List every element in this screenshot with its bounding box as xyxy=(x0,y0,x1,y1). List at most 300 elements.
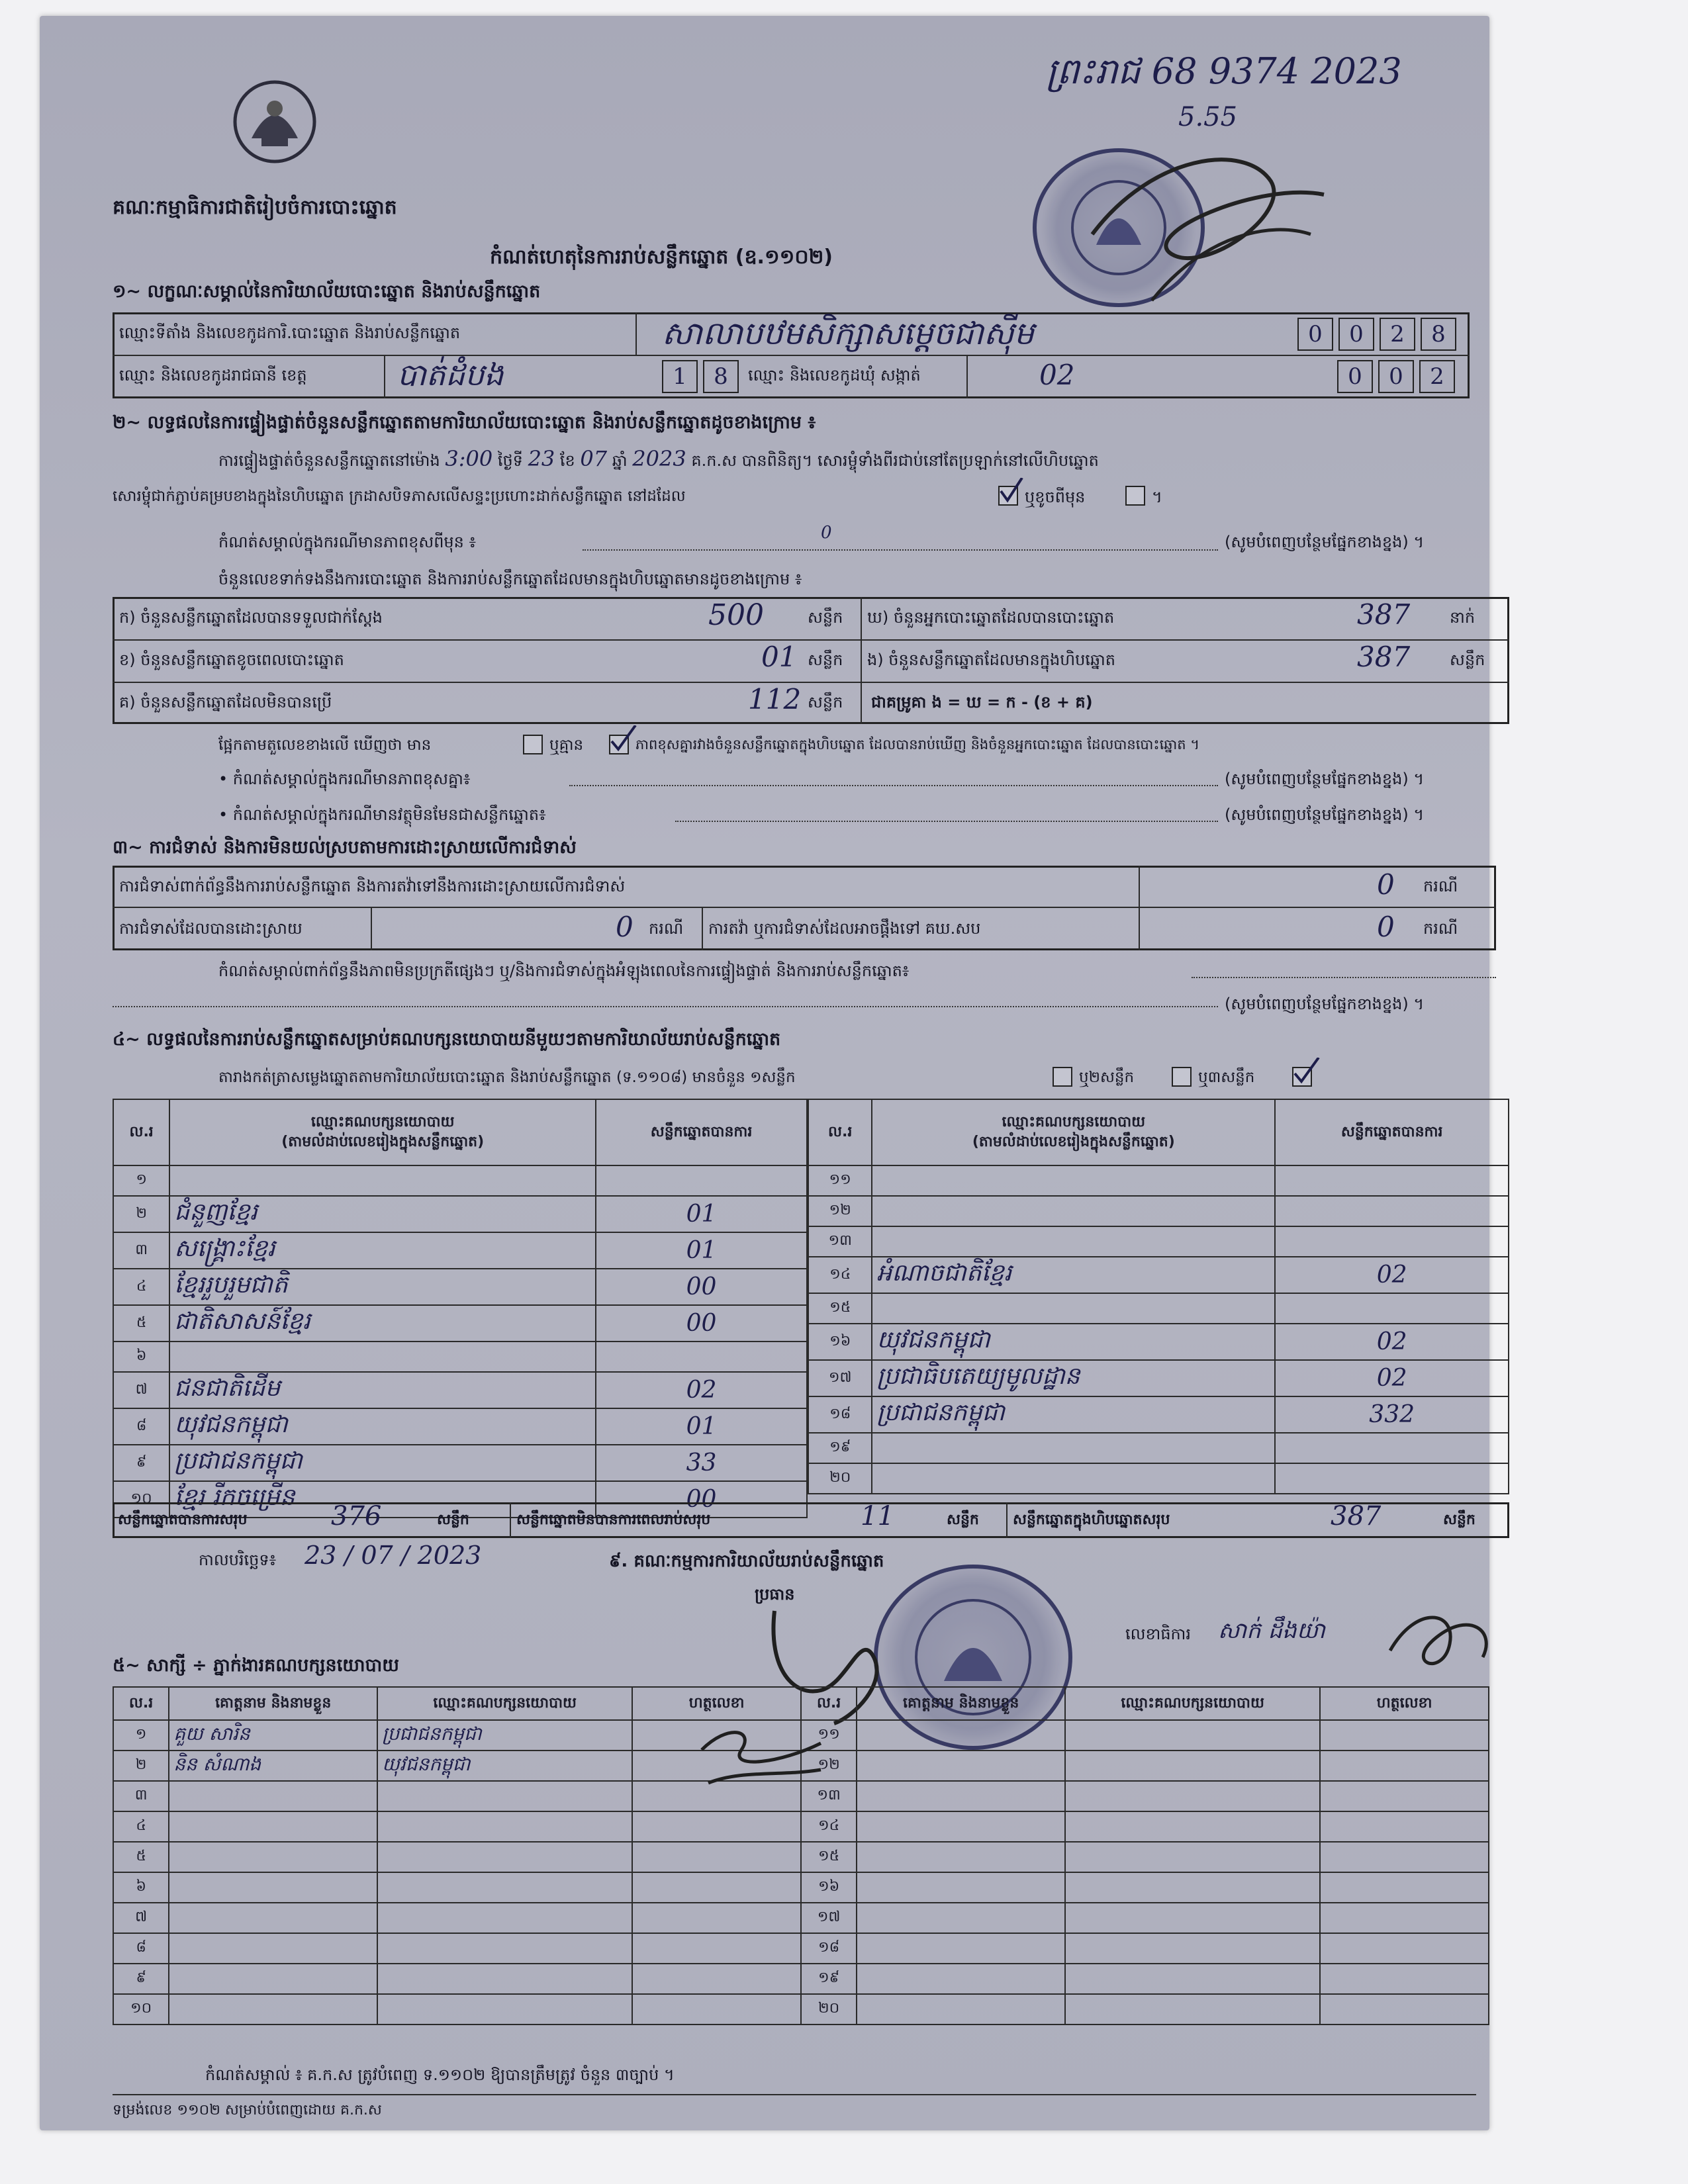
objection-count-label: ការជំទាស់ពាក់ព័ន្ធនឹងការរាប់សន្លឹកឆ្នោត និងការតវ៉ាទៅនឹងការដោះស្រាយលើការជំទាស់ xyxy=(119,877,626,895)
table-row xyxy=(113,1305,807,1342)
invalid-total-label: សន្លឹកឆ្នោតមិនបានការពេលរាប់សរុប xyxy=(516,1512,711,1528)
table-row xyxy=(113,1811,1489,1842)
w-col-name-2: គោត្តនាម និងនាមខ្លួន xyxy=(857,1687,1065,1720)
witness-cell: ១២ xyxy=(801,1751,857,1781)
witness-cell xyxy=(377,1842,632,1872)
date-label: កាលបរិច្ឆេទ៖ xyxy=(199,1551,277,1569)
verify-time-value: 3:00 xyxy=(445,446,493,471)
two-sheets-label: ឬ២សន្លឹក xyxy=(1079,1069,1135,1086)
objection-count-value: 0 xyxy=(1377,868,1395,901)
dotted-line xyxy=(675,821,1218,822)
org-name: គណៈកម្មាធិការជាតិរៀបចំការបោះឆ្នោត xyxy=(113,196,397,219)
handwritten-signature-top xyxy=(1072,102,1350,320)
col-party-header xyxy=(872,1099,1275,1165)
table-row xyxy=(808,1324,1509,1360)
valid-total-unit: សន្លឹក xyxy=(437,1512,469,1528)
witness-cell xyxy=(1065,1781,1320,1811)
witness-cell xyxy=(377,1994,632,2025)
witness-cell xyxy=(632,1964,801,1994)
table-row xyxy=(808,1463,1509,1494)
witness-cell xyxy=(857,1933,1065,1964)
witness-signatures xyxy=(688,1723,834,1796)
note1-value: 0 xyxy=(821,523,832,543)
dotted-line xyxy=(1192,977,1496,978)
witness-cell xyxy=(1320,1781,1489,1811)
cell-votes: 332 xyxy=(1275,1396,1509,1433)
witness-cell: និន សំណាង xyxy=(169,1751,377,1781)
witness-cell xyxy=(169,1781,377,1811)
verify-time-label: ការផ្ទៀងផ្ទាត់ចំនួនសន្លឹកឆ្នោតនៅម៉ោង xyxy=(218,451,440,470)
divider xyxy=(702,907,703,950)
table-row xyxy=(113,1964,1489,1994)
seal-status-text: សោរម្ចុំជាក់ភ្ជាប់គម្របខាងក្នុងនៃហិបឆ្នោត ក្រដាសបិទភាសលើសន្ទះប្រហោះដាក់សន្លឹកឆ្នោត នៅដដែល xyxy=(113,488,686,505)
witness-cell: ៣ xyxy=(113,1781,169,1811)
witness-cell: ប្រជាជនកម្ពុជា xyxy=(377,1720,632,1751)
cell-party xyxy=(872,1293,1275,1324)
no-discrepancy-label: ឬគ្មាន xyxy=(549,737,584,754)
col-votes-header: សន្លឹកឆ្នោតបានការ xyxy=(596,1099,807,1165)
divider xyxy=(113,639,1509,641)
witness-cell: ២ xyxy=(113,1751,169,1781)
witness-cell xyxy=(1065,1964,1320,1994)
commune-label: ឈ្មោះ និងលេខកូដឃុំ សង្កាត់ xyxy=(748,366,921,385)
box-total-unit: សន្លឹក xyxy=(1443,1512,1476,1528)
cell-no: ២ xyxy=(113,1196,169,1232)
cell-votes: 02 xyxy=(1275,1257,1509,1293)
bullet-note-2: • កំណត់សម្គាល់ក្នុងករណីមានវត្ថុមិនមែនជាសន្លឹកឆ្នោត៖ xyxy=(218,805,546,824)
box-total-label: សន្លឹកឆ្នោតក្នុងហិបឆ្នោតសរុប xyxy=(1013,1512,1170,1528)
form-code-footer: ទម្រង់លេខ ១១០២ សម្រាប់បំពេញដោយ គ.ក.ស xyxy=(113,2102,382,2118)
witness-cell xyxy=(857,1994,1065,2025)
witness-cell: ១៥ xyxy=(801,1842,857,1872)
witness-cell: ១៦ xyxy=(801,1872,857,1903)
code-digit: 8 xyxy=(1421,318,1456,351)
code-digit: 2 xyxy=(1380,318,1415,351)
cell-party: ខ្មែររួបរួមជាតិ xyxy=(169,1269,596,1305)
col-votes-header: សន្លឹកឆ្នោតបានការ xyxy=(1275,1099,1509,1165)
chair-label: ប្រធាន xyxy=(755,1585,795,1604)
witness-cell xyxy=(632,1903,801,1933)
cell-votes xyxy=(1275,1196,1509,1226)
cell-votes: 01 xyxy=(596,1408,807,1445)
witness-cell xyxy=(377,1811,632,1842)
note1-suffix: (សូមបំពេញបន្ថែមផ្នែកខាងខ្នង) ។ xyxy=(1225,533,1425,551)
witness-cell: ៧ xyxy=(113,1903,169,1933)
form-title: កំណត់ហេតុនៃការរាប់សន្លឹកឆ្នោត (ឧ.១១០២) xyxy=(490,246,833,269)
cell-party: ប្រជាធិបតេយ្យមូលដ្ឋាន xyxy=(872,1360,1275,1396)
table-row xyxy=(113,1196,807,1232)
table-row xyxy=(113,1165,807,1196)
cell-no: ១៣ xyxy=(808,1226,872,1257)
w-col-no-2: ល.រ xyxy=(801,1687,857,1720)
cell-votes: 01 xyxy=(596,1232,807,1269)
footnote: កំណត់សម្គាល់ ៖ គ.ក.ស ត្រូវបំពេញ ទ.១១០២ ឱ្យបានត្រឹមត្រូវ ចំនួន ៣ច្បាប់ ។ xyxy=(205,2066,675,2084)
appeal-value: 0 xyxy=(1377,911,1395,943)
witness-cell xyxy=(1320,1872,1489,1903)
discrepancy-label: ផ្អែកតាមតួលេខខាងលើ ឃើញថា មាន xyxy=(218,737,432,754)
note1-label: កំណត់សម្គាល់ក្នុងករណីមានភាពខុសពីមុន ៖ xyxy=(218,533,477,551)
location-value: សាលាបឋមសិក្សាសម្ដេចជាស៊ីម xyxy=(662,315,1035,352)
verify-month-label: ខែ xyxy=(559,451,575,470)
col-no-header: ល.រ xyxy=(808,1099,872,1165)
ng-unit: សន្លឹក xyxy=(1450,651,1485,669)
witness-cell xyxy=(169,1903,377,1933)
location-label: ឈ្មោះទីតាំង និងលេខកូដការិ.បោះឆ្នោត និងរាប់សន្លឹកឆ្នោត xyxy=(119,324,461,342)
cell-no: ៧ xyxy=(113,1372,169,1408)
cell-no: ៤ xyxy=(113,1269,169,1305)
objection-count-unit: ករណី xyxy=(1423,877,1458,895)
witness-cell: ៩ xyxy=(113,1964,169,1994)
witness-cell xyxy=(857,1964,1065,1994)
table-row xyxy=(808,1360,1509,1396)
witness-cell xyxy=(857,1751,1065,1781)
counts-intro: ចំនួនលេខទាក់ទងនឹងការបោះឆ្នោត និងការរាប់សន្លឹកឆ្នោតដែលមានក្នុងហិបឆ្នោតមានដូចខាងក្រោម ៖ xyxy=(218,570,802,588)
bullet-note-1: • កំណត់សម្គាល់ក្នុងករណីមានភាពខុសគ្នា៖ xyxy=(218,770,471,788)
table-row xyxy=(113,1408,807,1445)
witness-cell xyxy=(1320,1811,1489,1842)
table-row xyxy=(113,1994,1489,2025)
irregularity-note: កំណត់សម្គាល់ពាក់ព័ន្ធនឹងភាពមិនប្រក្រតីផ្សេងៗ ឬ/និងការជំទាស់ក្នុងអំឡុងពេលនៃការផ្ទៀងផ្ទាត់ និងការរាប់សន្លឹកឆ្នោត៖ xyxy=(218,962,910,980)
three-sheets-checkbox[interactable] xyxy=(1292,1067,1312,1087)
dotted-line xyxy=(569,785,1218,786)
kh-label: ខ) ចំនួនសន្លឹកឆ្នោតខូចពេលបោះឆ្នោត xyxy=(119,651,344,669)
divider xyxy=(1006,1502,1008,1538)
witness-cell xyxy=(169,1872,377,1903)
no-discrepancy-checkbox[interactable] xyxy=(609,735,629,754)
witness-cell xyxy=(1320,1903,1489,1933)
invalid-total-value: 11 xyxy=(861,1501,894,1531)
gh-value: 387 xyxy=(1357,598,1411,631)
col-party-subtitle: (តាមលំដាប់លេខរៀងក្នុងសន្លឹកឆ្នោត) xyxy=(972,1134,1175,1150)
verify-day-label: ថ្ងៃទី xyxy=(497,451,523,470)
cell-votes xyxy=(1275,1226,1509,1257)
verify-text-tail: គ.ក.ស បានពិនិត្យ។ សោរម្ចុំទាំងពីរជាប់នៅតែប្រឡាក់នៅលើហិបឆ្នោត xyxy=(691,451,1099,470)
secretary-name: សាក់ ដឹងយ៉ា xyxy=(1218,1617,1325,1644)
section-5-title: ៥~ សាក្សី ÷ ភ្នាក់ងារគណបក្សនយោបាយ xyxy=(113,1655,399,1676)
witness-cell xyxy=(169,1933,377,1964)
code-digit: 0 xyxy=(1378,360,1414,393)
witness-cell xyxy=(169,1842,377,1872)
damaged-checkbox[interactable] xyxy=(1125,486,1145,506)
one-sheet-checkbox[interactable] xyxy=(1053,1067,1072,1087)
province-label: ឈ្មោះ និងលេខកូដរាជធានី ខេត្ត xyxy=(119,366,307,385)
witness-cell xyxy=(377,1964,632,1994)
witness-cell: ១៣ xyxy=(801,1781,857,1811)
table-row xyxy=(113,1842,1489,1872)
divider xyxy=(1139,866,1140,950)
w-col-name: គោត្តនាម និងនាមខ្លួន xyxy=(169,1687,377,1720)
cell-no: ១២ xyxy=(808,1196,872,1226)
col-party-title: ឈ្មោះគណបក្សនយោបាយ xyxy=(310,1114,455,1130)
commune-value: 02 xyxy=(1039,359,1075,391)
witness-cell xyxy=(377,1903,632,1933)
cell-no: ៨ xyxy=(113,1408,169,1445)
cell-votes xyxy=(596,1342,807,1372)
divider xyxy=(113,2094,1476,2095)
witness-cell xyxy=(857,1781,1065,1811)
scanned-form-page xyxy=(40,16,1489,2130)
cell-no: ១៧ xyxy=(808,1360,872,1396)
g-unit: សន្លឹក xyxy=(808,693,843,711)
cell-party xyxy=(872,1433,1275,1463)
handwritten-reference: ព្រះរាជ 68 9374 2023 xyxy=(1046,50,1402,92)
committee-label: ៩. គណៈកម្មការការិយាល័យរាប់សន្លឹកឆ្នោត xyxy=(609,1551,884,1571)
secretary-signature xyxy=(1377,1591,1509,1684)
cell-party: យុវជនកម្ពុជា xyxy=(169,1408,596,1445)
witness-cell xyxy=(1065,1903,1320,1933)
section-2-title: ២~ លទ្ធផលនៃការផ្ទៀងផ្ទាត់ចំនួនសន្លឹកឆ្នោតតាមការិយាល័យបោះឆ្នោត និងរាប់សន្លឹកឆ្នោតដូចខាងក្រោម ៖ xyxy=(113,412,816,433)
witness-cell xyxy=(1320,1720,1489,1751)
witness-cell xyxy=(377,1781,632,1811)
appeal-label: ការតវ៉ា ឬការជំទាស់ដែលអាចផ្ដឹងទៅ គឃ.សប xyxy=(708,919,981,938)
results-table-left xyxy=(113,1099,808,1518)
gh-label: ឃ) ចំនួនអ្នកបោះឆ្នោតដែលបានបោះឆ្នោត xyxy=(867,608,1115,627)
gh-unit: នាក់ xyxy=(1450,608,1476,627)
cell-no: ១០ xyxy=(113,1481,169,1518)
witness-cell xyxy=(1065,1811,1320,1842)
cell-party: យុវជនកម្ពុជា xyxy=(872,1324,1275,1360)
cell-votes xyxy=(596,1165,807,1196)
col-party-header xyxy=(169,1099,596,1165)
witness-cell: ១៤ xyxy=(801,1811,857,1842)
witness-cell xyxy=(1065,1720,1320,1751)
invalid-total-unit: សន្លឹក xyxy=(947,1512,979,1528)
period-mark: ។ xyxy=(1152,488,1162,506)
witness-cell xyxy=(857,1811,1065,1842)
table-row xyxy=(113,1342,807,1372)
irregularity-suffix: (សូមបំពេញបន្ថែមផ្នែកខាងខ្នង) ។ xyxy=(1225,995,1425,1013)
cell-party: អំណាចជាតិខ្មែរ xyxy=(872,1257,1275,1293)
witness-cell xyxy=(632,1811,801,1842)
witness-cell xyxy=(632,1933,801,1964)
cell-party xyxy=(169,1165,596,1196)
witness-cell xyxy=(857,1720,1065,1751)
dotted-line xyxy=(583,549,1218,551)
verify-day-value: 23 xyxy=(528,446,555,471)
witness-cell xyxy=(632,1994,801,2025)
cell-party xyxy=(872,1196,1275,1226)
discrepancy-text xyxy=(218,736,431,758)
cell-no: ២០ xyxy=(808,1463,872,1494)
tally-sheets-intro: តារាងកត់ត្រាសម្លេងឆ្នោតតាមការិយាល័យបោះឆ្នោត និងរាប់សន្លឹកឆ្នោត (ទ.១១០៨) មានចំនួន ១សន្លឹក xyxy=(218,1069,796,1086)
nec-emblem-logo xyxy=(232,75,318,168)
k-value: 500 xyxy=(708,598,764,632)
divider xyxy=(635,312,637,355)
three-sheets-label: ឬ៣សន្លឹក xyxy=(1198,1069,1255,1086)
code-digit: 0 xyxy=(1337,360,1373,393)
witness-cell: ២០ xyxy=(801,1994,857,2025)
witness-cell xyxy=(1320,1964,1489,1994)
cell-votes xyxy=(1275,1293,1509,1324)
code-digit: 1 xyxy=(662,360,698,393)
witness-cell xyxy=(857,1842,1065,1872)
resolved-value: 0 xyxy=(616,911,633,943)
cell-no: ១៥ xyxy=(808,1293,872,1324)
k-unit: សន្លឹក xyxy=(808,608,843,627)
divider xyxy=(510,1502,511,1538)
divider xyxy=(384,355,385,398)
appeal-unit: ករណី xyxy=(1423,919,1458,938)
table-row xyxy=(113,1269,807,1305)
has-discrepancy-checkbox[interactable] xyxy=(523,735,543,754)
col-party-title: ឈ្មោះគណបក្សនយោបាយ xyxy=(1002,1114,1146,1130)
witness-cell xyxy=(1320,1751,1489,1781)
cell-votes: 33 xyxy=(596,1445,807,1481)
witness-cell: ៦ xyxy=(113,1872,169,1903)
cell-votes: 02 xyxy=(1275,1360,1509,1396)
witness-cell: ១០ xyxy=(113,1994,169,2025)
cell-party: ប្រជាជនកម្ពុជា xyxy=(872,1396,1275,1433)
totals-row xyxy=(113,1502,1509,1538)
witness-cell: ៨ xyxy=(113,1933,169,1964)
cell-votes xyxy=(1275,1165,1509,1196)
handwritten-subref: 5.55 xyxy=(1178,102,1238,132)
divider xyxy=(861,597,862,724)
divider xyxy=(113,907,1496,908)
valid-total-value: 376 xyxy=(331,1501,382,1531)
section-3-title: ៣~ ការជំទាស់ និងការមិនយល់ស្របតាមការដោះស្រាយលើការជំទាស់ xyxy=(113,837,577,858)
cell-party xyxy=(872,1226,1275,1257)
code-digit: 2 xyxy=(1419,360,1455,393)
bullet-note-1-suffix: (សូមបំពេញបន្ថែមផ្នែកខាងខ្នង) ។ xyxy=(1225,770,1425,788)
w-col-sign-2: ហត្ថលេខា xyxy=(1320,1687,1489,1720)
cell-no: ៣ xyxy=(113,1232,169,1269)
verify-year-label: ឆ្នាំ xyxy=(612,451,628,470)
witness-cell xyxy=(1065,1842,1320,1872)
dotted-line xyxy=(113,1006,1218,1007)
table-row xyxy=(113,1445,807,1481)
w-col-no: ល.រ xyxy=(113,1687,169,1720)
table-row xyxy=(113,1872,1489,1903)
witness-cell: គួយ សារិន xyxy=(169,1720,377,1751)
cell-party: ប្រជាជនកម្ពុជា xyxy=(169,1445,596,1481)
witness-cell: យុវជនកម្ពុជា xyxy=(377,1751,632,1781)
province-value: បាត់ដំបង xyxy=(397,357,504,392)
cell-no: ១ xyxy=(113,1165,169,1196)
cell-party: ជនជាតិដើម xyxy=(169,1372,596,1408)
code-digit: 0 xyxy=(1297,318,1333,351)
table-row xyxy=(808,1196,1509,1226)
divider xyxy=(113,682,1509,683)
cell-party: ខ្មែរ រីកចម្រើន xyxy=(169,1481,596,1518)
cell-no: ១៦ xyxy=(808,1324,872,1360)
cell-votes: 00 xyxy=(596,1269,807,1305)
divider xyxy=(966,355,968,398)
table-row xyxy=(808,1433,1509,1463)
witness-cell xyxy=(1065,1751,1320,1781)
kh-value: 01 xyxy=(761,641,797,673)
cell-no: ១៤ xyxy=(808,1257,872,1293)
verify-month-value: 07 xyxy=(580,446,608,471)
witness-cell: ១៨ xyxy=(801,1933,857,1964)
cell-votes: 01 xyxy=(596,1196,807,1232)
table-row xyxy=(113,1232,807,1269)
section-1-title: ១~ លក្ខណៈសម្គាល់នៃការិយាល័យបោះឆ្នោត និងរាប់សន្លឹកឆ្នោត xyxy=(113,281,541,302)
witness-cell xyxy=(169,1964,377,1994)
table-row xyxy=(808,1293,1509,1324)
formula: ជាគម្រូគា ង = ឃ = ក - (ខ + គ) xyxy=(871,693,1093,711)
k-label: ក) ចំនួនសន្លឹកឆ្នោតដែលបានទទួលជាក់ស្ដែង xyxy=(119,608,383,627)
ng-value: 387 xyxy=(1357,641,1411,673)
witness-cell: ៤ xyxy=(113,1811,169,1842)
cell-party: ជាតិសាសន៍ខ្មែរ xyxy=(169,1305,596,1342)
section-4-title: ៤~ លទ្ធផលនៃការរាប់សន្លឹកឆ្នោតសម្រាប់គណបក្សនយោបាយនីមួយៗតាមការិយាល័យរាប់សន្លឹកឆ្នោត xyxy=(113,1029,781,1050)
cell-votes xyxy=(1275,1433,1509,1463)
table-row xyxy=(808,1165,1509,1196)
cell-votes xyxy=(1275,1463,1509,1494)
date-value: 23 / 07 / 2023 xyxy=(305,1541,482,1570)
cell-no: ១៨ xyxy=(808,1396,872,1433)
cell-no: ១៩ xyxy=(808,1433,872,1463)
bullet-note-2-suffix: (សូមបំពេញបន្ថែមផ្នែកខាងខ្នង) ។ xyxy=(1225,805,1425,824)
witness-cell xyxy=(1320,1933,1489,1964)
cell-no: ៩ xyxy=(113,1445,169,1481)
witness-cell xyxy=(1320,1994,1489,2025)
table-row xyxy=(113,1933,1489,1964)
cell-no: ១១ xyxy=(808,1165,872,1196)
resolved-unit: ករណី xyxy=(649,919,684,938)
verify-time-text xyxy=(218,446,1099,474)
witness-cell xyxy=(632,1842,801,1872)
secretary-label: លេខាធិការ xyxy=(1125,1625,1192,1643)
cell-party xyxy=(872,1165,1275,1196)
code-digit: 0 xyxy=(1338,318,1374,351)
witness-cell xyxy=(1065,1872,1320,1903)
witness-cell: ១៧ xyxy=(801,1903,857,1933)
cell-votes: 00 xyxy=(596,1305,807,1342)
witness-cell xyxy=(377,1872,632,1903)
valid-total-label: សន្លឹកឆ្នោតបានការសរុប xyxy=(118,1512,248,1528)
witness-cell xyxy=(169,1811,377,1842)
cell-no: ៥ xyxy=(113,1305,169,1342)
cell-party: ជំនួញខ្មែរ xyxy=(169,1196,596,1232)
ng-label: ង) ចំនួនសន្លឹកឆ្នោតដែលមានក្នុងហិបឆ្នោត xyxy=(867,651,1115,669)
g-value: 112 xyxy=(748,683,802,715)
results-table-right xyxy=(808,1099,1509,1494)
witness-cell xyxy=(632,1872,801,1903)
witness-cell xyxy=(169,1994,377,2025)
cell-party xyxy=(872,1463,1275,1494)
cell-party: សង្គ្រោះខ្មែរ xyxy=(169,1232,596,1269)
witness-cell xyxy=(857,1903,1065,1933)
witness-cell xyxy=(1320,1842,1489,1872)
code-digit: 8 xyxy=(703,360,739,393)
verify-year-value: 2023 xyxy=(632,446,686,471)
discrepancy-rest: ភាពខុសគ្នារវាងចំនួនសន្លឹកឆ្នោតក្នុងហិបឆ្នោត ដែលបានរាប់ឃើញ និងចំនួនអ្នកបោះឆ្នោត ដែលបានបោះឆ្នោត ។ xyxy=(635,737,1200,752)
cell-votes: 00 xyxy=(596,1481,807,1518)
w-col-sign: ហត្ថលេខា xyxy=(632,1687,801,1720)
intact-checkbox[interactable] xyxy=(998,486,1018,506)
cell-votes: 02 xyxy=(596,1372,807,1408)
divider xyxy=(371,907,372,950)
w-col-party-2: ឈ្មោះគណបក្សនយោបាយ xyxy=(1065,1687,1320,1720)
damaged-label: ឬខូចពីមុន xyxy=(1025,488,1086,506)
witness-cell: ១ xyxy=(113,1720,169,1751)
witness-cell xyxy=(1065,1933,1320,1964)
table-row xyxy=(808,1257,1509,1293)
cell-no: ៦ xyxy=(113,1342,169,1372)
table-row xyxy=(113,1372,807,1408)
witness-cell xyxy=(857,1872,1065,1903)
col-party-subtitle: (តាមលំដាប់លេខរៀងក្នុងសន្លឹកឆ្នោត) xyxy=(281,1134,485,1150)
box-total-value: 387 xyxy=(1331,1501,1382,1531)
col-no-header: ល.រ xyxy=(113,1099,169,1165)
witness-cell: ១៩ xyxy=(801,1964,857,1994)
kh-unit: សន្លឹក xyxy=(808,651,843,669)
witness-cell xyxy=(377,1933,632,1964)
cell-votes: 02 xyxy=(1275,1324,1509,1360)
two-sheets-checkbox[interactable] xyxy=(1172,1067,1192,1087)
